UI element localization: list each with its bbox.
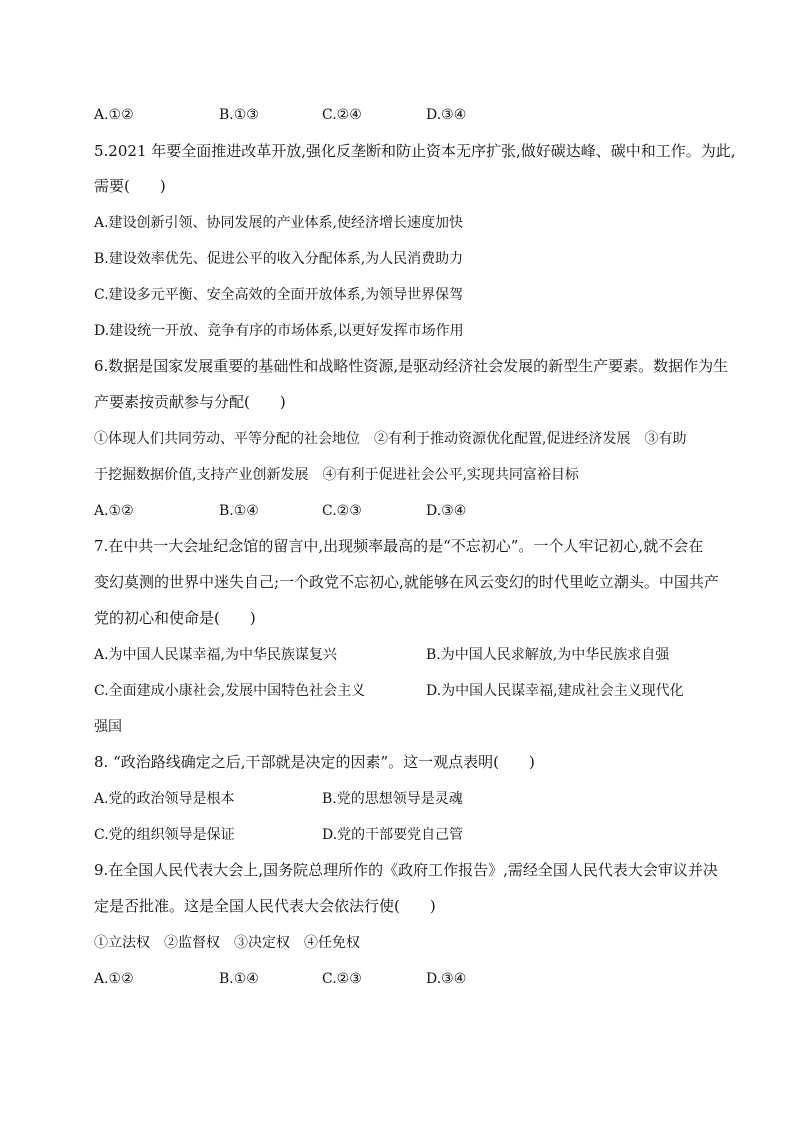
- q9-stem-line-2: 定是否批准。这是全国人民代表大会依法行使( ): [94, 897, 436, 915]
- q7-option-d[interactable]: D.为中国人民谋幸福,建成社会主义现代化: [426, 683, 684, 699]
- q8-option-d[interactable]: D.党的干部要党自己管: [322, 827, 464, 843]
- q6-stem-line-1: 6.数据是国家发展重要的基础性和战略性资源,是驱动经济社会发展的新型生产要素。数据作为生: [94, 357, 729, 375]
- q5-option-b[interactable]: B.建设效率优先、促进公平的收入分配体系,为人民消费助力: [94, 251, 464, 267]
- q6-choice-d[interactable]: D.③④: [426, 503, 467, 519]
- q7-option-a[interactable]: A.为中国人民谋幸福,为中华民族谋复兴: [94, 647, 338, 663]
- q7-stem-line-2: 变幻莫测的世界中迷失自己;一个政党不忘初心,就能够在风云变幻的时代里屹立潮头。中国共产: [94, 573, 719, 591]
- q8-stem: 8. “政治路线确定之后,干部就是决定的因素”。这一观点表明( ): [94, 753, 535, 771]
- q4-choice-b[interactable]: B.①③: [219, 107, 259, 123]
- q9-stem-line-1: 9.在全国人民代表大会上,国务院总理所作的《政府工作报告》,需经全国人民代表大会审议并决: [94, 861, 718, 879]
- q6-statements-line-1: ①体现人们共同劳动、平等分配的社会地位 ②有利于推动资源优化配置,促进经济发展 ③有助: [94, 431, 687, 447]
- q9-choice-c[interactable]: C.②③: [322, 971, 362, 987]
- q4-choice-d[interactable]: D.③④: [426, 107, 467, 123]
- q7-option-d-continued: 强国: [94, 719, 122, 735]
- q8-option-b[interactable]: B.党的思想领导是灵魂: [322, 791, 463, 807]
- q5-option-c[interactable]: C.建设多元平衡、安全高效的全面开放体系,为领导世界保驾: [94, 287, 464, 303]
- q6-statements-line-2: 于挖掘数据价值,支持产业创新发展 ④有利于促进社会公平,实现共同富裕目标: [94, 467, 579, 483]
- q6-stem-line-2: 产要素按贡献参与分配( ): [94, 393, 286, 411]
- q9-choice-d[interactable]: D.③④: [426, 971, 467, 987]
- q7-stem-line-3: 党的初心和使命是( ): [94, 609, 256, 627]
- q5-stem-line-2: 需要( ): [94, 177, 166, 195]
- q8-option-c[interactable]: C.党的组织领导是保证: [94, 827, 235, 843]
- q5-option-a[interactable]: A.建设创新引领、协同发展的产业体系,使经济增长速度加快: [94, 215, 464, 231]
- q6-choice-b[interactable]: B.①④: [219, 503, 259, 519]
- q5-option-d[interactable]: D.建设统一开放、竞争有序的市场体系,以更好发挥市场作用: [94, 323, 464, 339]
- q5-stem-line-1: 5.2021 年要全面推进改革开放,强化反垄断和防止资本无序扩张,做好碳达峰、碳中和工作。为此,: [94, 142, 736, 160]
- q7-option-c[interactable]: C.全面建成小康社会,发展中国特色社会主义: [94, 683, 366, 699]
- q6-choice-c[interactable]: C.②③: [322, 503, 362, 519]
- q4-choice-a[interactable]: A.①②: [94, 107, 134, 123]
- q9-choice-a[interactable]: A.①②: [94, 971, 134, 987]
- q7-stem-line-1: 7.在中共一大会址纪念馆的留言中,出现频率最高的是“不忘初心”。一个人牢记初心,就不会在: [94, 537, 704, 555]
- q9-statements: ①立法权 ②监督权 ③决定权 ④任免权: [94, 935, 360, 951]
- q4-choice-c[interactable]: C.②④: [322, 107, 362, 123]
- q9-choice-b[interactable]: B.①④: [219, 971, 259, 987]
- q8-option-a[interactable]: A.党的政治领导是根本: [94, 791, 235, 807]
- q7-option-b[interactable]: B.为中国人民求解放,为中华民族求自强: [426, 647, 670, 663]
- q6-choice-a[interactable]: A.①②: [94, 503, 134, 519]
